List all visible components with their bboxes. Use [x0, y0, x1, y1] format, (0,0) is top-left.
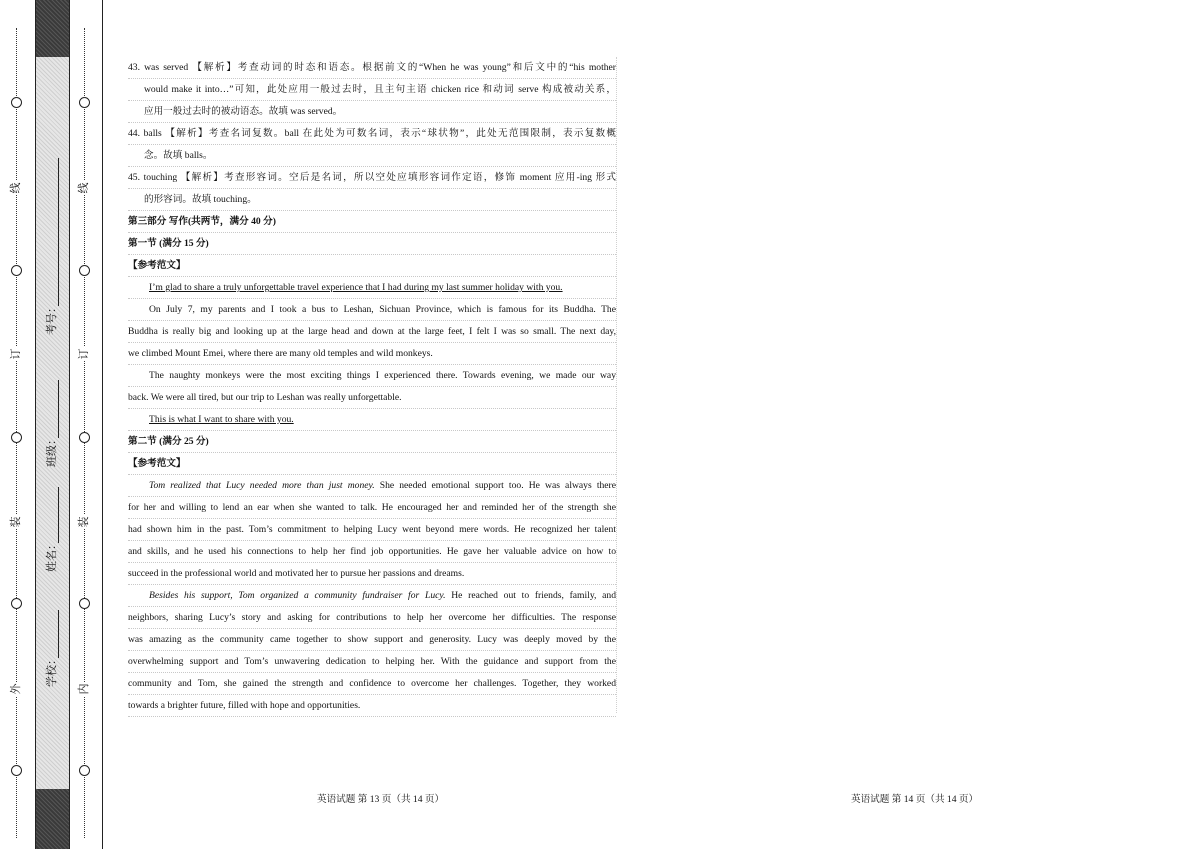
- binding-dark-block-top: [36, 0, 69, 57]
- essay2-line-1: [128, 475, 616, 497]
- essay2-line-4: and skills, and he used his connections to help her find job opportunities. He gave her valuable advice on how to: [128, 541, 616, 563]
- essay1-closing-sentence: This is what I want to share with you.: [149, 414, 294, 425]
- essay2-line-8: was amazing as the community came together to show support and generosity. Lucy was deeply moved by the: [128, 629, 616, 651]
- binding-dark-block-bottom: [36, 789, 69, 849]
- essay2-line-3: had shown him in the past. Tom’s commitment to helping Lucy went beyond mere words. He recognized her talent: [128, 519, 616, 541]
- outer-label-xian: 线: [10, 182, 22, 194]
- essay1-line-2: On July 7, my parents and I took a bus to Leshan, Sichuan Province, which is famous for its Buddha. The: [128, 299, 616, 321]
- binding-margin: [0, 0, 104, 849]
- cut-circle: [11, 598, 22, 609]
- cut-circle: [79, 265, 90, 276]
- inner-label-nei: 内: [78, 683, 90, 695]
- q43-line-2: would make it into…”可知，此处应用一般过去时，且主句主语 chicken rice 和动词 serve 构成被动关系，: [128, 79, 616, 101]
- outer-label-wai: 外: [10, 683, 22, 695]
- column-guide-line: [616, 57, 617, 713]
- section2-reference-label: 【参考范文】: [128, 453, 616, 475]
- cut-circle: [79, 432, 90, 443]
- name-label: 姓名：: [46, 539, 58, 572]
- essay1-line-7: [128, 409, 616, 431]
- exam-number-blank[interactable]: [58, 158, 59, 306]
- essay2-line-2: for her and willing to lend an ear when she wanted to talk. He encouraged her and reminded her of the strength she: [128, 497, 616, 519]
- essay2-line-5: succeed in the professional world and motivated her to pursue her passions and dreams.: [128, 563, 616, 585]
- essay1-line-5: The naughty monkeys were the most exciting things I experienced there. Towards evening, we made our way: [128, 365, 616, 387]
- essay1-line-6: back. We were all tired, but our trip to Leshan was really unforgettable.: [128, 387, 616, 409]
- outer-label-zhuang: 装: [10, 516, 22, 528]
- essay1-line-3: Buddha is really big and looking up at the large head and down at the large feet, I felt I was so small. The next day,: [128, 321, 616, 343]
- q44-line-1: 44. balls 【解析】考查名词复数。ball 在此处为可数名词，表示“球状物”，此处无范围限制，表示复数概: [128, 123, 616, 145]
- exam-number-label: 考号：: [46, 302, 58, 335]
- cut-circle: [79, 97, 90, 108]
- essay1-line-4: we climbed Mount Emei, where there are many old temples and wild monkeys.: [128, 343, 616, 365]
- school-blank[interactable]: [58, 610, 59, 658]
- essay2-line-11: towards a brighter future, filled with hope and opportunities.: [128, 695, 616, 717]
- section1-reference-label: 【参考范文】: [128, 255, 616, 277]
- q43-line-3: 应用一般过去时的被动语态。故填 was served。: [128, 101, 616, 123]
- essay1-opening-sentence: I’m glad to share a truly unforgettable travel experience that I had during my last summer holiday with you.: [149, 282, 563, 293]
- q45-line-2: 的形容词。故填 touching。: [128, 189, 616, 211]
- cut-circle: [11, 265, 22, 276]
- essay2-paragraph2-opening: Besides his support, Tom organized a community fundraiser for Lucy.: [149, 590, 446, 601]
- section2-heading: 第二节 (满分 25 分): [128, 431, 616, 453]
- essay2-line-9: overwhelming support and Tom’s unwavering dedication to helping her. With the guidance and support from the: [128, 651, 616, 673]
- essay2-paragraph1-opening: Tom realized that Lucy needed more than just money.: [149, 480, 375, 491]
- cut-circle: [11, 97, 22, 108]
- class-blank[interactable]: [58, 380, 59, 438]
- binding-border-right: [69, 0, 70, 849]
- q43-line-1: 43. was served 【解析】考查动词的时态和语态。根据前文的“When he was young”和后文中的“his mother: [128, 57, 616, 79]
- part3-heading: 第三部分 写作(共两节，满分 40 分): [128, 211, 616, 233]
- essay2-line-6-rest: He reached out to friends, family, and: [445, 590, 616, 601]
- cut-circle: [79, 598, 90, 609]
- q45-line-1: 45. touching 【解析】考查形容词。空后是名词，所以空处应填形容词作定语，修饰 moment 应用-ing 形式: [128, 167, 616, 189]
- inner-label-xian: 线: [78, 182, 90, 194]
- page-footer-left: 英语试题 第 13 页（共 14 页）: [317, 794, 445, 805]
- school-label: 学校：: [46, 654, 58, 687]
- section1-heading: 第一节 (满分 15 分): [128, 233, 616, 255]
- binding-border-outer: [102, 0, 103, 849]
- q44-line-2: 念。故填 balls。: [128, 145, 616, 167]
- cut-circle: [11, 765, 22, 776]
- outer-cut-line: [10, 0, 24, 849]
- cut-circle: [11, 432, 22, 443]
- name-blank[interactable]: [58, 487, 59, 543]
- class-label: 班级：: [46, 434, 58, 467]
- essay2-line-10: community and Tom, she gained the strength and confidence to overcome her challenges. Together, they worked: [128, 673, 616, 695]
- cut-circle: [79, 765, 90, 776]
- essay2-line-7: neighbors, sharing Lucy’s story and asking for contributions to help her overcome her difficulties. The response: [128, 607, 616, 629]
- essay1-line-1: [128, 277, 616, 299]
- inner-label-ding: 订: [78, 348, 90, 360]
- essay2-line-6: [128, 585, 616, 607]
- essay2-line-1-rest: She needed emotional support too. He was always there: [374, 480, 616, 491]
- page-footer-right: 英语试题 第 14 页（共 14 页）: [851, 794, 979, 805]
- answer-content: [128, 57, 616, 717]
- outer-label-ding: 订: [10, 348, 22, 360]
- inner-label-zhuang: 装: [78, 516, 90, 528]
- inner-cut-line: [78, 0, 92, 849]
